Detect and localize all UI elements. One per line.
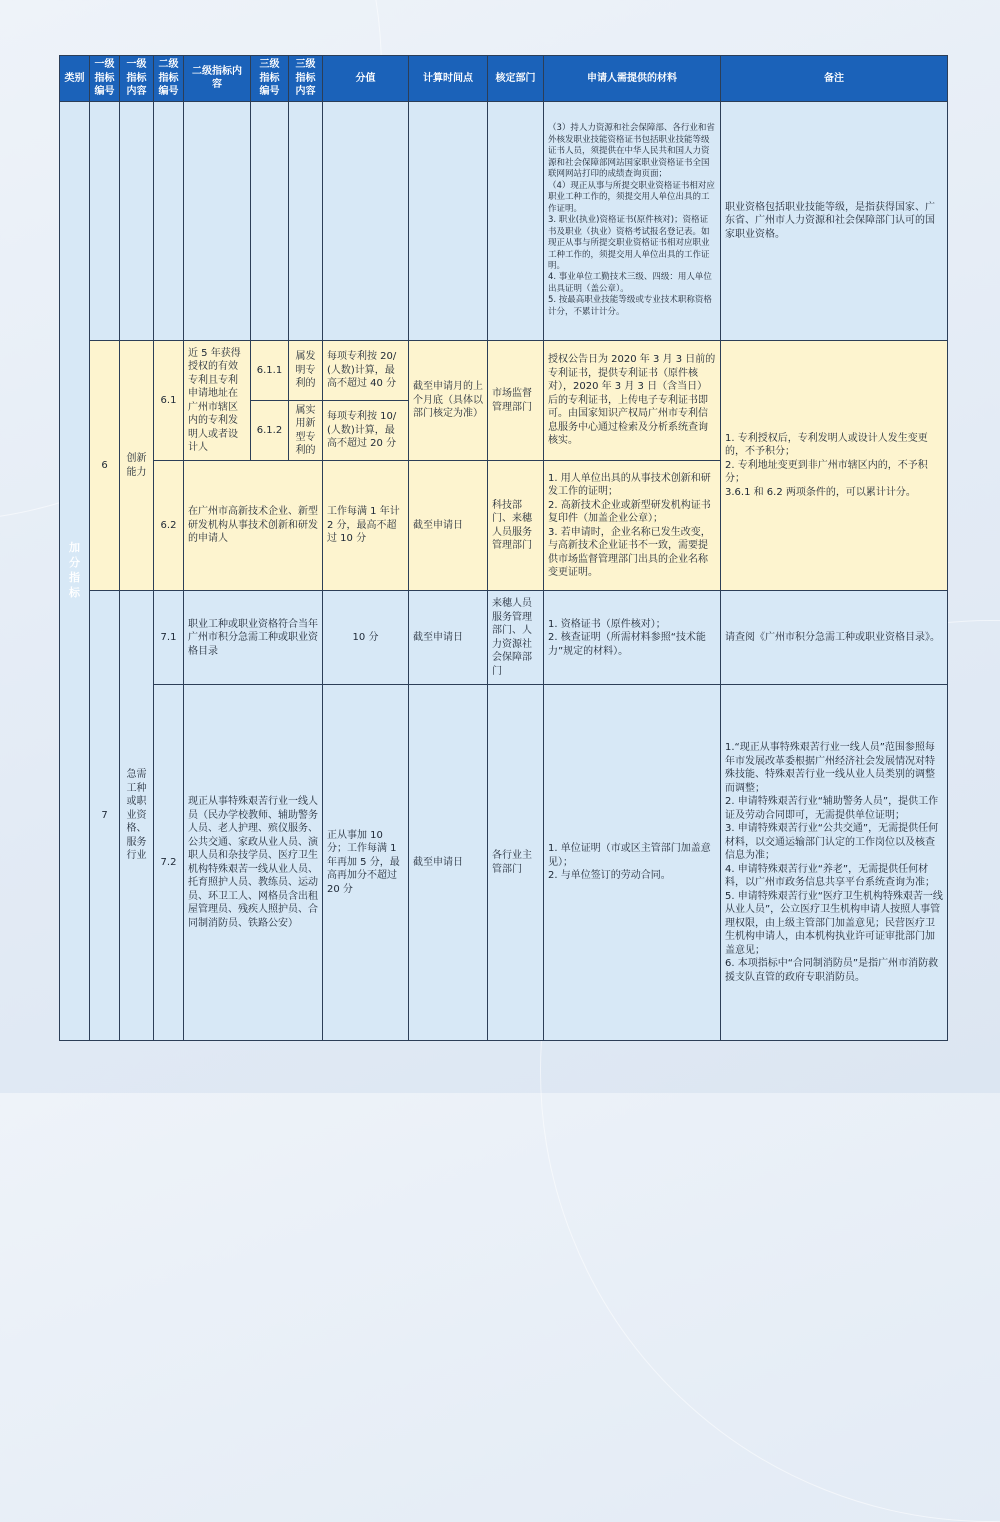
l1-no-cell: 7 <box>90 591 120 1041</box>
dept-cell: 科技部门、来穗人员服务管理部门 <box>488 461 544 591</box>
l3-content-cell: 属发明专利的 <box>289 341 323 401</box>
notes-cell: 职业资格包括职业技能等级，是指获得国家、广东省、广州市人力资源和社会保障部门认可的国家职业资格。 <box>721 101 948 341</box>
header-materials: 申请人需提供的材料 <box>544 56 721 102</box>
l2-no-cell: 7.2 <box>154 685 184 1041</box>
l3-no-cell: 6.1.2 <box>251 401 289 461</box>
notes-cell: 1. 专利授权后，专利发明人或设计人发生变更的，不予积分； 2. 专利地址变更到非广州市辖区内的，不予积分； 3.6.1 和 6.2 两项条件的，可以累计计分。 <box>721 341 948 591</box>
materials-cell: 1. 资格证书（原件核对）； 2. 核查证明（所需材料参照“技术能力”规定的材料）。 <box>544 591 721 685</box>
notes-cell: 请查阅《广州市积分急需工种或职业资格目录》。 <box>721 591 948 685</box>
time-cell: 截至申请日 <box>409 591 488 685</box>
l2-content-cell: 在广州市高新技术企业、新型研发机构从事技术创新和研发的申请人 <box>184 461 323 591</box>
table-row <box>60 685 948 1041</box>
header-dept: 核定部门 <box>488 56 544 102</box>
l2-no-cell: 6.1 <box>154 341 184 461</box>
score-cell: 正从事加 10 分；工作每满 1 年再加 5 分，最高再加分不超过 20 分 <box>323 685 409 1041</box>
dept-cell: 市场监督管理部门 <box>488 341 544 461</box>
time-cell: 截至申请日 <box>409 461 488 591</box>
notes-cell: 1.“现正从事特殊艰苦行业一线人员”范围参照每年市发展改革委根据广州经济社会发展情况对特殊技能、特殊艰苦行业一线从业人员类别的调整而调整； 2. 申请特殊艰苦行业“辅助警务人员”，提供工作证及劳动合同即可，无需提供单位证明； 3. 申请特殊艰苦行业“公共交通”，无需提供任何材料，以交通运输部门认定的工作岗位以及核查信息为准； 4. 申请特殊艰苦行业“养老”，无需提供任何材料，以广州市政务信息共享平台系统查询为准； 5. 申请特殊艰苦行业“医疗卫生机构特殊艰苦一线从业人员”，公立医疗卫生机构申请人按照人事管理权限，由上级主管部门加盖意见；民营医疗卫生机构申请人，由本机构执业许可证审批部门加盖意见； 6. 本项指标中“合同制消防员”是指广州市消防救援支队直管的政府专职消防员。 <box>721 685 948 1041</box>
l1-no-cell: 6 <box>90 341 120 591</box>
time-cell: 截至申请月的上个月底（具体以部门核定为准） <box>409 341 488 461</box>
l2-no-cell: 6.2 <box>154 461 184 591</box>
l1-content-cell: 创新能力 <box>120 341 154 591</box>
points-criteria-table <box>59 55 948 1041</box>
materials-cell: 授权公告日为 2020 年 3 月 3 日前的专利证书，提供专利证书（原件核对），2020 年 3 月 3 日（含当日）后的专利证书，上传电子专利证书即可。由国家知识产权局广州市专利信息服务中心通过检索及分析系统查询核实。 <box>544 341 721 461</box>
table-row <box>60 591 948 685</box>
score-cell: 每项专利按 20/(人数)计算，最高不超过 40 分 <box>323 341 409 401</box>
header-l1-no: 一级指标编号 <box>90 56 120 102</box>
time-cell: 截至申请日 <box>409 685 488 1041</box>
l3-content-cell: 属实用新型专利的 <box>289 401 323 461</box>
dept-cell: 来穗人员服务管理部门、人力资源社会保障部门 <box>488 591 544 685</box>
header-l3-content: 三级指标内容 <box>289 56 323 102</box>
header-l2-content: 二级指标内容 <box>184 56 251 102</box>
l1-content-cell: 急需工种或职业资格、服务行业 <box>120 591 154 1041</box>
l2-content-cell: 职业工种或职业资格符合当年广州市积分急需工种或职业资格目录 <box>184 591 323 685</box>
header-l1-content: 一级指标内容 <box>120 56 154 102</box>
header-score: 分值 <box>323 56 409 102</box>
l2-content-cell: 现正从事特殊艰苦行业一线人员（民办学校教师、辅助警务人员、老人护理、殡仪服务、公共交通、家政从业人员、演职人员和杂技学员、医疗卫生机构特殊艰苦一线从业人员、托育照护人员、教练员、运动员、环卫工人、网格员含出租屋管理员、残疾人照护员、合同制消防员、铁路公安） <box>184 685 323 1041</box>
score-cell: 工作每满 1 年计 2 分，最高不超过 10 分 <box>323 461 409 591</box>
category-cell: 加分指标 <box>60 101 90 1041</box>
materials-cell: （3）持人力资源和社会保障部、各行业和省外核发职业技能资格证书包括职业技能等级证书人员，须提供在中华人民共和国人力资源和社会保障部网站国家职业资格证书全国联网网站打印的成绩查询页面； （4）现正从事与所提交职业资格证书相对应职业工种工作的，须提交用人单位出具的工作证明。 3. 职业(执业)资格证书(原件核对)；资格证书及职业（执业）资格考试报名登记表。如现正从事与所提交职业资格证书相对应职业工种工作的，须提交用人单位出具的工作证明。 4. 事业单位工勤技术三级、四级：用人单位出具证明（盖公章）。 5. 按最高职业技能等级或专业技术职称资格计分，不累计计分。 <box>544 101 721 341</box>
l2-content-cell: 近 5 年获得授权的有效专利且专利申请地址在广州市辖区内的专利发明人或者设计人 <box>184 341 251 461</box>
score-cell: 每项专利按 10/(人数)计算，最高不超过 20 分 <box>323 401 409 461</box>
header-notes: 备注 <box>721 56 948 102</box>
dept-cell: 各行业主管部门 <box>488 685 544 1041</box>
header-l3-no: 三级指标编号 <box>251 56 289 102</box>
header-time: 计算时间点 <box>409 56 488 102</box>
header-l2-no: 二级指标编号 <box>154 56 184 102</box>
materials-cell: 1. 用人单位出具的从事技术创新和研发工作的证明； 2. 高新技术企业或新型研发机构证书复印件（加盖企业公章）； 3. 若申请时，企业名称已发生改变，与高新技术企业证书不一致，需要提供市场监督管理部门出具的企业名称变更证明。 <box>544 461 721 591</box>
materials-cell: 1. 单位证明（市或区主管部门加盖意见）； 2. 与单位签订的劳动合同。 <box>544 685 721 1041</box>
table-row <box>60 341 948 401</box>
table-row <box>60 101 948 341</box>
table-header-row <box>60 56 948 102</box>
l2-no-cell: 7.1 <box>154 591 184 685</box>
header-category: 类别 <box>60 56 90 102</box>
l3-no-cell: 6.1.1 <box>251 341 289 401</box>
score-cell: 10 分 <box>323 591 409 685</box>
